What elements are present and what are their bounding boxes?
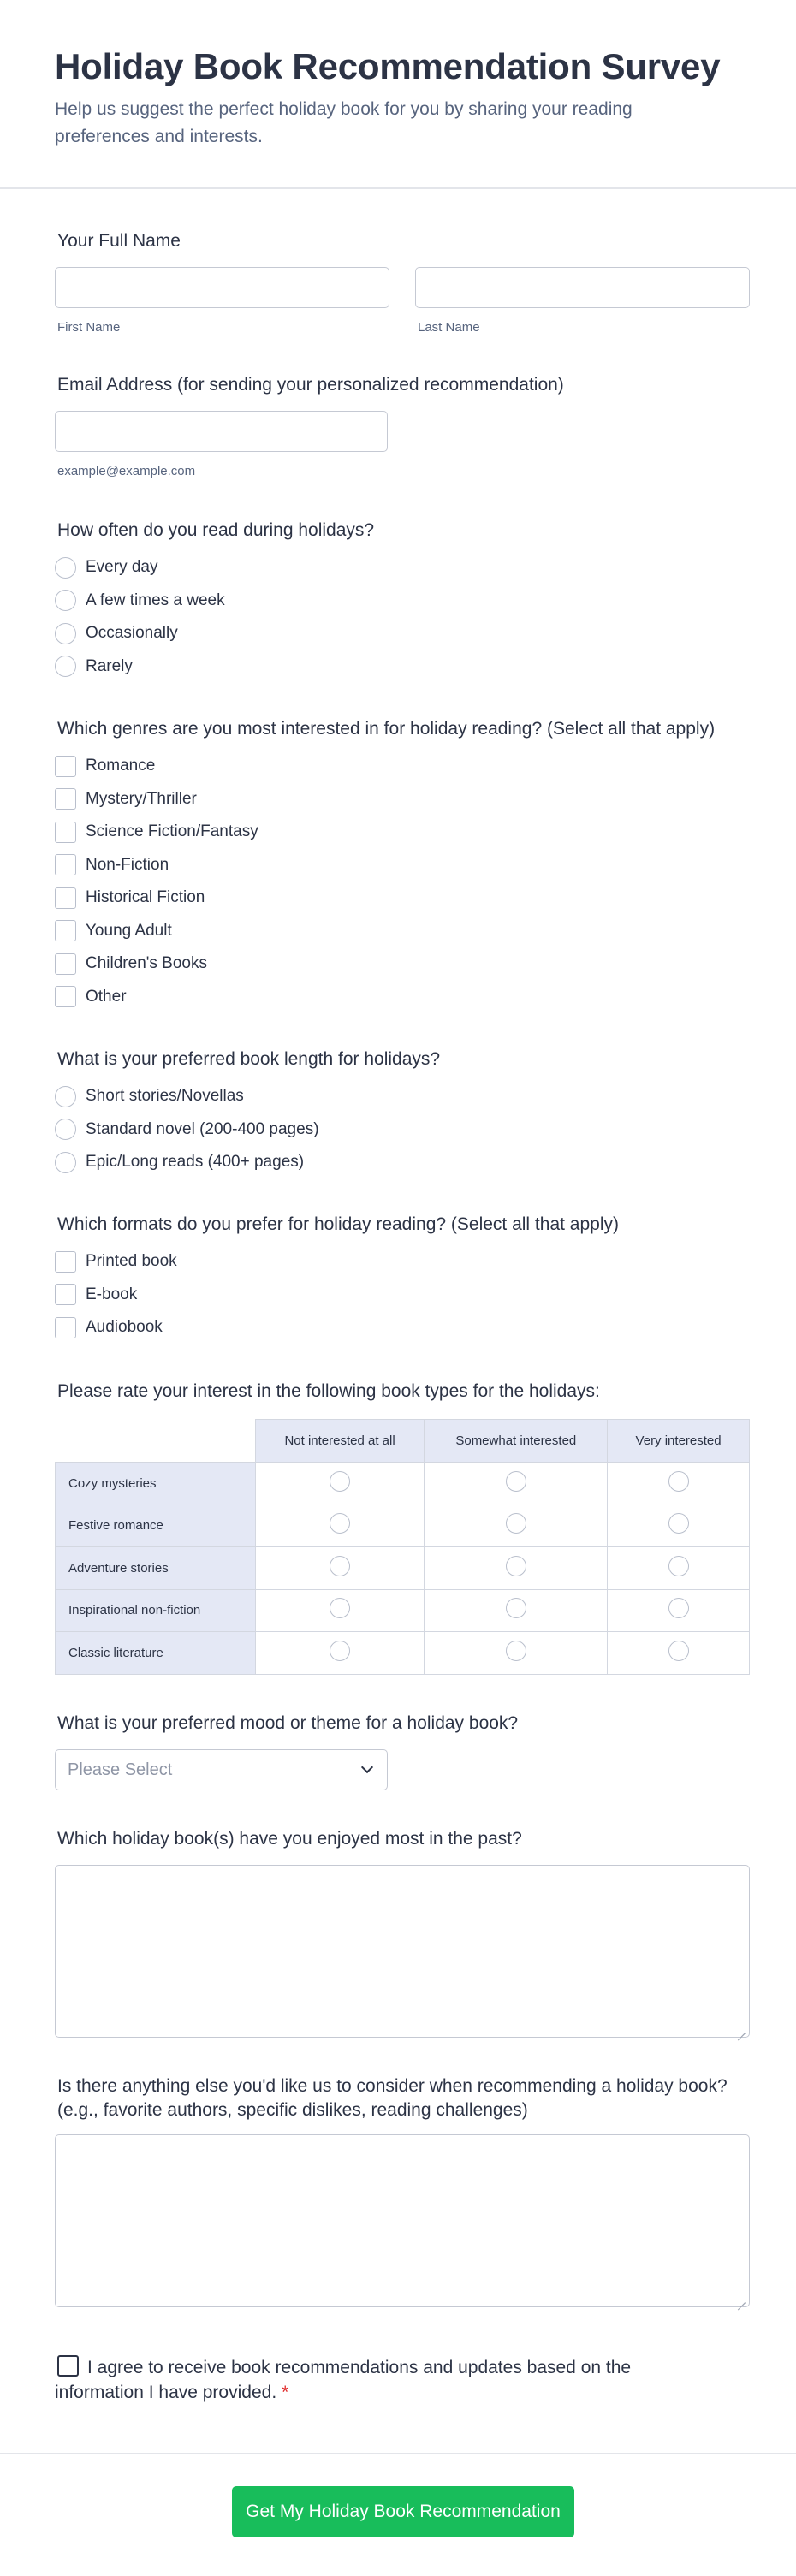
email-label: Email Address (for sending your personalized recommendation): [57, 375, 564, 395]
checkbox[interactable]: [55, 756, 76, 777]
page-title: Holiday Book Recommendation Survey: [55, 46, 721, 86]
format-option[interactable]: [55, 1245, 750, 1279]
matrix-cell: [425, 1505, 608, 1547]
matrix-radio-button[interactable]: [330, 1556, 350, 1576]
mood-label: What is your preferred mood or theme for a holiday book?: [57, 1713, 519, 1733]
matrix-row-label: Classic literature: [56, 1632, 256, 1675]
matrix-radio-button[interactable]: [668, 1598, 689, 1618]
checkbox[interactable]: [55, 788, 76, 810]
genres-label: Which genres are you most interested in for holiday reading? (Select all that apply): [57, 719, 716, 739]
genres-question: [55, 717, 750, 1013]
form-footer: [0, 2453, 796, 2576]
matrix-radio-button[interactable]: [506, 1641, 526, 1661]
book-length-option[interactable]: [55, 1080, 750, 1113]
matrix-cell: [425, 1463, 608, 1505]
matrix-cell: [255, 1547, 425, 1590]
checkbox[interactable]: [55, 854, 76, 875]
mood-select-placeholder: Please Select: [68, 1760, 173, 1779]
other-considerations-label: Is there anything else you'd like us to consider when recommending a holiday book? (e.g., favorite authors, specific dislikes, reading challenges): [57, 2076, 728, 2120]
genre-option[interactable]: [55, 849, 750, 882]
matrix-radio-button[interactable]: [506, 1513, 526, 1534]
genre-option[interactable]: [55, 915, 750, 948]
formats-question: [55, 1213, 750, 1344]
last-name-input[interactable]: [415, 267, 750, 308]
genre-option[interactable]: [55, 881, 750, 915]
matrix-radio-button[interactable]: [668, 1641, 689, 1661]
first-name-sublabel: First Name: [57, 320, 121, 335]
page-subtitle: Help us suggest the perfect holiday book for you by sharing your reading preferences and interests.: [55, 99, 633, 146]
interest-matrix-question: [55, 1380, 750, 1675]
matrix-cell: [255, 1589, 425, 1632]
resize-handle-icon[interactable]: [737, 2294, 746, 2303]
genre-option-label: Young Adult: [86, 921, 172, 940]
consent-label: I agree to receive book recommendations and updates based on the information I have provided.: [55, 2358, 632, 2402]
genres-options: [55, 750, 750, 1013]
matrix-cell: [608, 1547, 750, 1590]
email-field: [55, 373, 750, 478]
book-length-option-label: Short stories/Novellas: [86, 1087, 244, 1106]
matrix-cell: [255, 1463, 425, 1505]
checkbox[interactable]: [55, 986, 76, 1007]
full-name-label: Your Full Name: [57, 231, 181, 251]
matrix-radio-button[interactable]: [506, 1556, 526, 1576]
genre-option-label: Non-Fiction: [86, 855, 169, 874]
consent-row: [55, 2355, 705, 2405]
submit-button[interactable]: Get My Holiday Book Recommendation: [232, 2486, 574, 2537]
reading-frequency-question: [55, 519, 750, 683]
genre-option-label: Historical Fiction: [86, 888, 205, 907]
matrix-row-label: Festive romance: [56, 1505, 256, 1547]
matrix-column-header: Very interested: [608, 1420, 750, 1463]
format-option-label: Audiobook: [86, 1318, 163, 1337]
matrix-cell: [255, 1505, 425, 1547]
reading-frequency-label: How often do you read during holidays?: [57, 520, 375, 540]
matrix-radio-button[interactable]: [330, 1641, 350, 1661]
other-considerations-question: [55, 2074, 750, 2307]
matrix-row: [56, 1589, 750, 1632]
matrix-row: [56, 1463, 750, 1505]
enjoyed-books-question: [55, 1827, 750, 2038]
radio-button[interactable]: [55, 590, 76, 611]
reading-frequency-option[interactable]: [55, 617, 750, 650]
matrix-radio-button[interactable]: [668, 1471, 689, 1492]
genre-option[interactable]: [55, 783, 750, 816]
book-length-options: [55, 1080, 750, 1179]
radio-button[interactable]: [55, 1152, 76, 1173]
book-length-option[interactable]: [55, 1146, 750, 1179]
book-length-option-label: Epic/Long reads (400+ pages): [86, 1153, 305, 1172]
matrix-row: [56, 1547, 750, 1590]
reading-frequency-options: [55, 551, 750, 683]
radio-button[interactable]: [55, 1119, 76, 1140]
format-option[interactable]: [55, 1279, 750, 1312]
form-header: [0, 0, 796, 189]
checkbox[interactable]: [55, 953, 76, 975]
mood-select[interactable]: [55, 1749, 388, 1790]
reading-frequency-option-label: Occasionally: [86, 624, 178, 643]
genre-option-label: Other: [86, 987, 127, 1006]
reading-frequency-option[interactable]: [55, 551, 750, 585]
genre-option[interactable]: [55, 947, 750, 981]
consent-checkbox[interactable]: [57, 2355, 79, 2377]
matrix-row: [56, 1632, 750, 1675]
formats-options: [55, 1245, 750, 1344]
book-length-label: What is your preferred book length for holidays?: [57, 1049, 441, 1069]
matrix-row-label: Inspirational non-fiction: [56, 1589, 256, 1632]
genre-option-label: Children's Books: [86, 954, 207, 973]
radio-button[interactable]: [55, 656, 76, 677]
matrix-row: [56, 1505, 750, 1547]
matrix-cell: [255, 1632, 425, 1675]
matrix-radio-button[interactable]: [330, 1598, 350, 1618]
matrix-radio-button[interactable]: [668, 1556, 689, 1576]
consent-field: [55, 2355, 705, 2405]
radio-button[interactable]: [55, 557, 76, 579]
matrix-cell: [608, 1632, 750, 1675]
checkbox[interactable]: [55, 1284, 76, 1305]
checkbox[interactable]: [55, 887, 76, 909]
matrix-row-label: Adventure stories: [56, 1547, 256, 1590]
resize-handle-icon[interactable]: [737, 2025, 746, 2033]
format-option-label: E-book: [86, 1285, 138, 1303]
genre-option[interactable]: [55, 816, 750, 849]
matrix-cell: [425, 1589, 608, 1632]
email-input[interactable]: [55, 411, 388, 452]
interest-matrix-table: [55, 1419, 750, 1675]
book-length-option[interactable]: [55, 1113, 750, 1147]
matrix-corner: [56, 1420, 256, 1463]
format-option-label: Printed book: [86, 1252, 177, 1271]
genre-option[interactable]: [55, 750, 750, 783]
enjoyed-books-label: Which holiday book(s) have you enjoyed most in the past?: [57, 1829, 522, 1849]
reading-frequency-option-label: Every day: [86, 558, 158, 577]
last-name-group: [415, 267, 750, 335]
reading-frequency-option[interactable]: [55, 585, 750, 618]
first-name-input[interactable]: [55, 267, 389, 308]
genre-option-label: Science Fiction/Fantasy: [86, 822, 258, 841]
email-sublabel: example@example.com: [57, 464, 196, 478]
mood-question: [55, 1712, 750, 1790]
radio-button[interactable]: [55, 1086, 76, 1107]
matrix-cell: [425, 1632, 608, 1675]
last-name-sublabel: Last Name: [418, 320, 480, 335]
matrix-row-label: Cozy mysteries: [56, 1463, 256, 1505]
enjoyed-books-textarea[interactable]: [55, 1865, 750, 2038]
genre-option-label: Romance: [86, 757, 156, 775]
matrix-radio-button[interactable]: [506, 1598, 526, 1618]
radio-button[interactable]: [55, 623, 76, 644]
book-length-option-label: Standard novel (200-400 pages): [86, 1119, 319, 1138]
interest-matrix-label: Please rate your interest in the following book types for the holidays:: [57, 1381, 600, 1401]
genre-option[interactable]: [55, 981, 750, 1014]
matrix-column-header: Not interested at all: [255, 1420, 425, 1463]
checkbox[interactable]: [55, 920, 76, 941]
formats-label: Which formats do you prefer for holiday reading? (Select all that apply): [57, 1214, 619, 1234]
matrix-radio-button[interactable]: [668, 1513, 689, 1534]
first-name-group: [55, 267, 389, 335]
reading-frequency-option-label: Rarely: [86, 656, 133, 675]
checkbox[interactable]: [55, 822, 76, 843]
genre-option-label: Mystery/Thriller: [86, 789, 197, 808]
matrix-radio-button[interactable]: [506, 1471, 526, 1492]
required-marker: *: [282, 2383, 289, 2402]
format-option[interactable]: [55, 1311, 750, 1344]
matrix-cell: [425, 1547, 608, 1590]
other-considerations-textarea[interactable]: [55, 2134, 750, 2307]
matrix-radio-button[interactable]: [330, 1471, 350, 1492]
matrix-cell: [608, 1505, 750, 1547]
matrix-cell: [608, 1589, 750, 1632]
checkbox[interactable]: [55, 1317, 76, 1338]
reading-frequency-option-label: A few times a week: [86, 591, 225, 609]
full-name-field: [55, 229, 750, 335]
matrix-cell: [608, 1463, 750, 1505]
checkbox[interactable]: [55, 1251, 76, 1273]
book-length-question: [55, 1048, 750, 1179]
reading-frequency-option[interactable]: [55, 650, 750, 684]
chevron-down-icon: [361, 1761, 373, 1773]
matrix-radio-button[interactable]: [330, 1513, 350, 1534]
matrix-column-header: Somewhat interested: [425, 1420, 608, 1463]
